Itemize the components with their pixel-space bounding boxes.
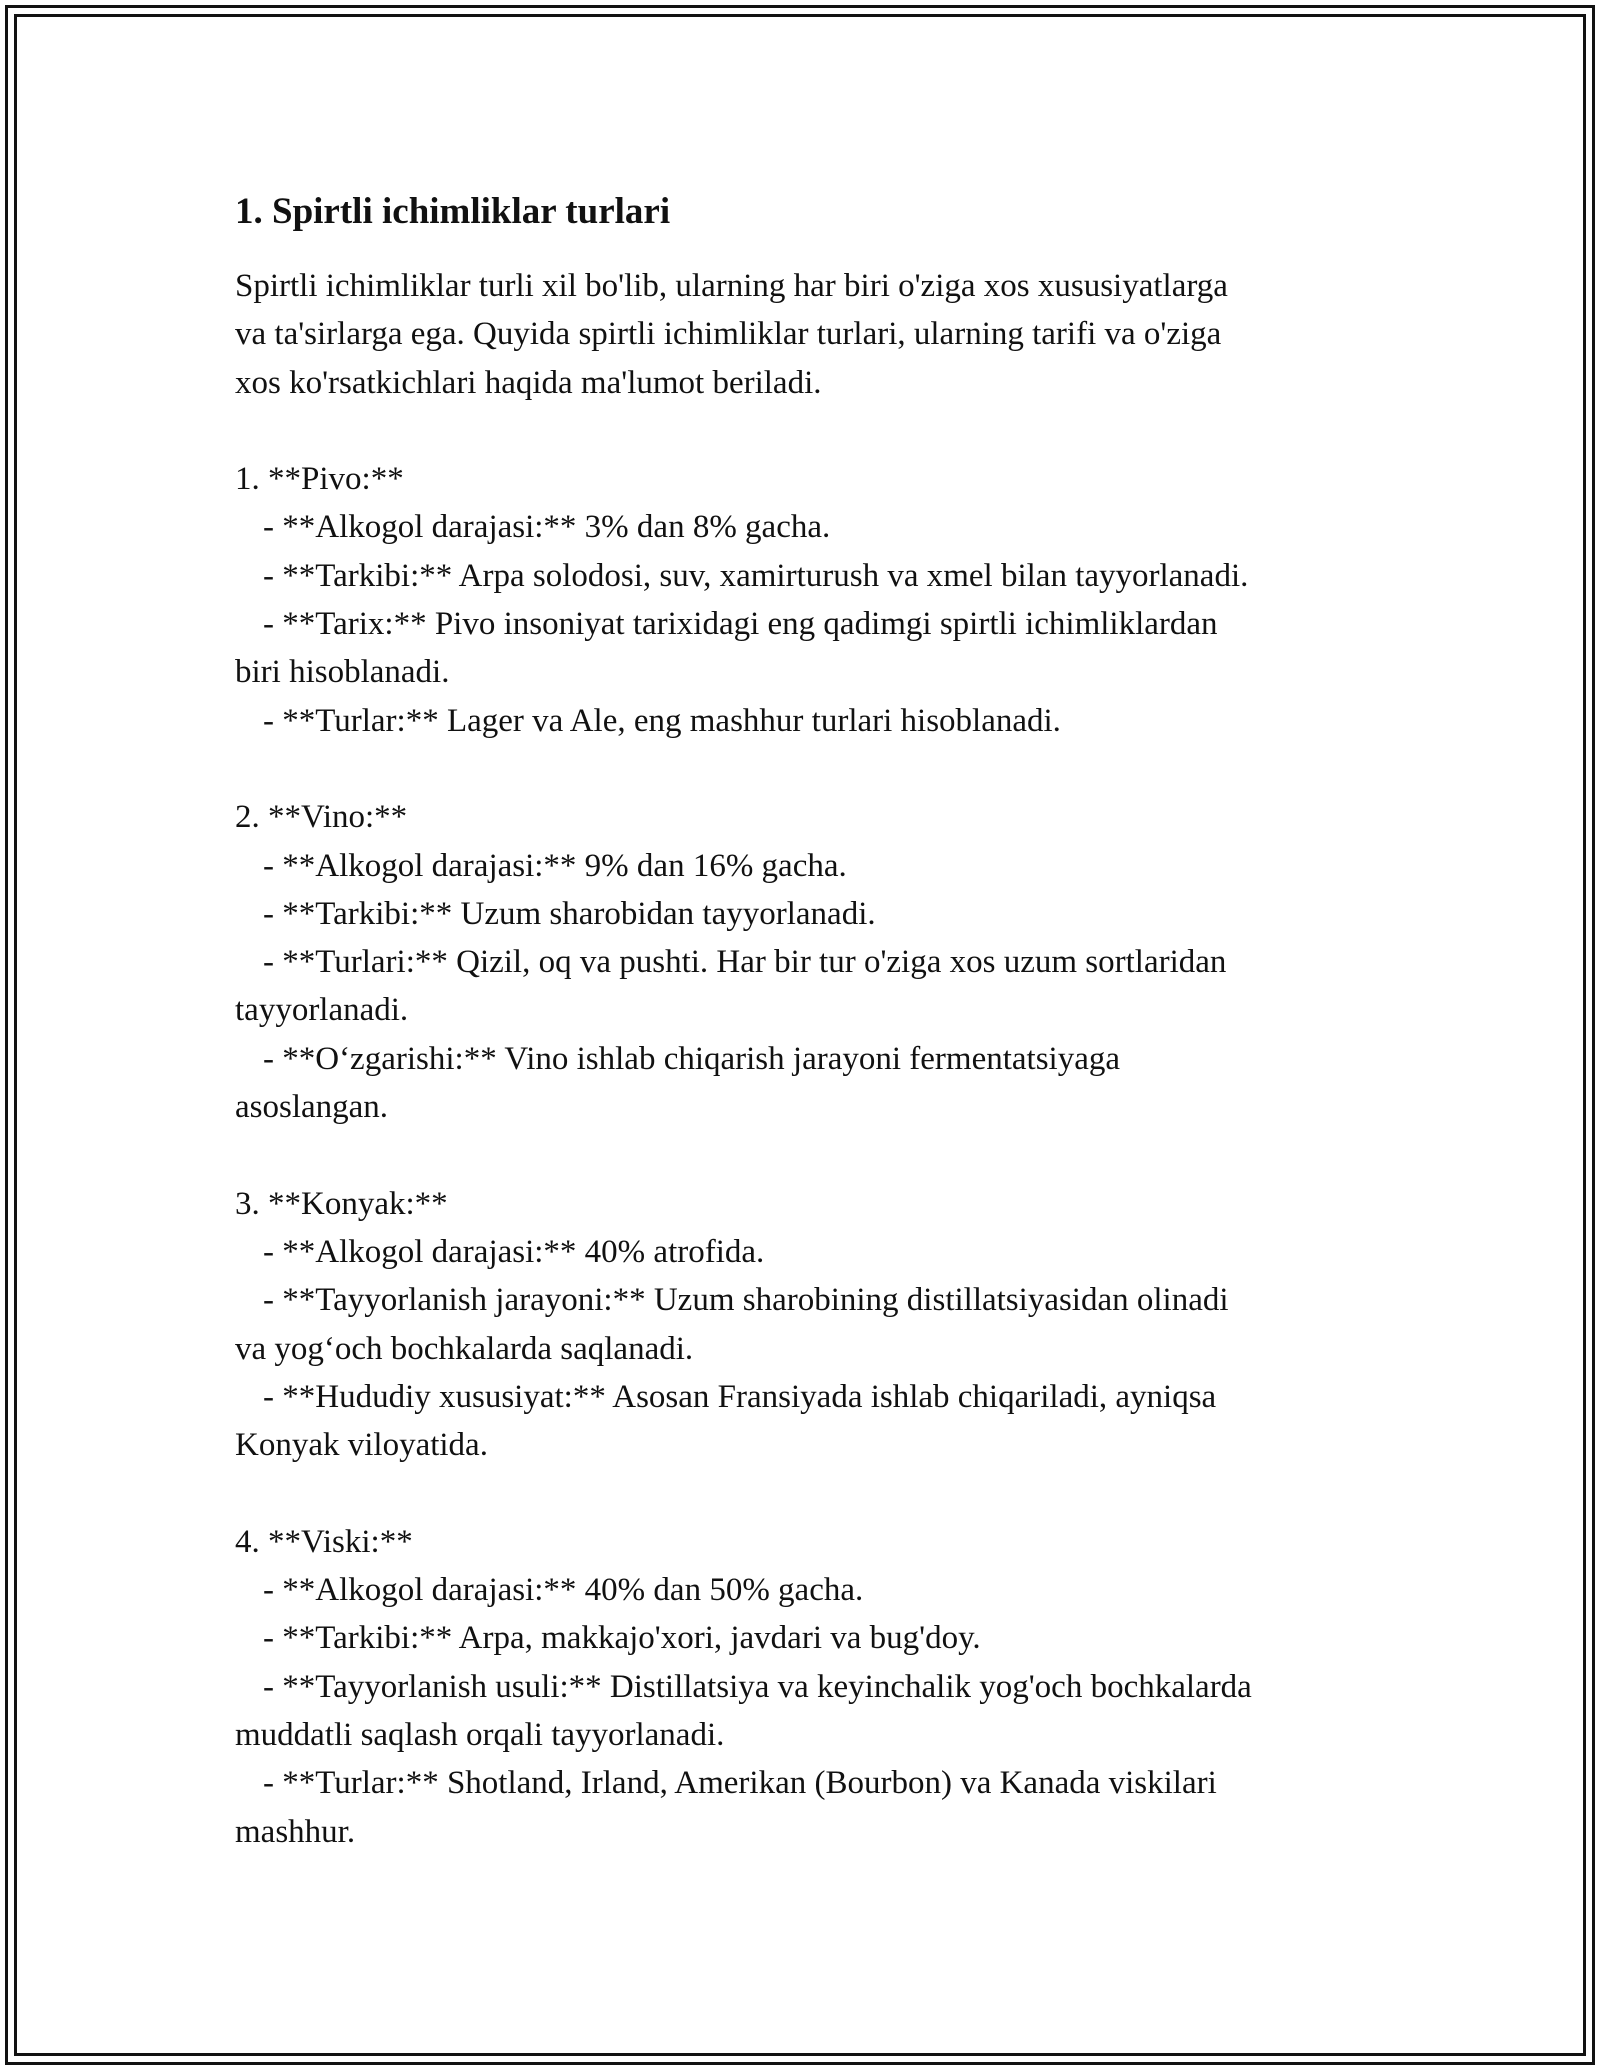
list-item: - **Turlar:** Shotland, Irland, Amerikan (Bourbon) va Kanada viskilari <box>263 1765 1217 1802</box>
list-item: - **Tayyorlanish jarayoni:** Uzum sharobining distillatsiyasidan olinadi <box>263 1282 1229 1319</box>
list-item: - **Hududiy xususiyat:** Asosan Fransiyada ishlab chiqariladi, ayniqsa <box>263 1378 1217 1415</box>
section-heading: 1. **Pivo:** <box>235 461 404 498</box>
list-item: - **Turlari:** Qizil, oq va pushti. Har bir tur o'ziga xos uzum sortlaridan <box>263 944 1227 981</box>
list-item-continuation: tayyorlanadi. <box>235 992 409 1029</box>
section-viski <box>235 1518 1415 1856</box>
intro-line: Spirtli ichimliklar turli xil bo'lib, ularning har biri o'ziga xos xususiyatlarga <box>235 268 1228 304</box>
spacer <box>235 1131 1415 1179</box>
list-item: - **Tarkibi:** Arpa, makkajo'xori, javdari va bug'doy. <box>263 1620 981 1657</box>
list-item-continuation: va yog‘och bochkalarda saqlanadi. <box>235 1330 694 1367</box>
list-item-continuation: mashhur. <box>235 1813 356 1850</box>
spacer <box>235 1469 1415 1517</box>
list-item-continuation: asoslangan. <box>235 1089 389 1126</box>
document-title: 1. Spirtli ichimliklar turlari <box>235 191 671 232</box>
document-body <box>235 188 1415 1856</box>
list-item-continuation: muddatli saqlash orqali tayyorlanadi. <box>235 1716 725 1753</box>
list-item: - **Alkogol darajasi:** 3% dan 8% gacha. <box>263 509 831 546</box>
list-item: - **Alkogol darajasi:** 40% atrofida. <box>263 1233 765 1270</box>
intro-paragraph <box>235 262 1415 407</box>
intro-line: va ta'sirlarga ega. Quyida spirtli ichimliklar turlari, ularning tarifi va o'ziga <box>235 316 1222 353</box>
list-item: - **O‘zgarishi:** Vino ishlab chiqarish jarayoni fermentatsiyaga <box>263 1040 1121 1077</box>
list-item-continuation: Konyak viloyatida. <box>235 1427 488 1464</box>
list-item: - **Alkogol darajasi:** 40% dan 50% gacha. <box>263 1572 864 1609</box>
spacer <box>235 407 1415 455</box>
list-item: - **Tayyorlanish usuli:** Distillatsiya va keyinchalik yog'och bochkalarda <box>263 1668 1252 1705</box>
section-heading: 3. **Konyak:** <box>235 1185 448 1222</box>
list-item: - **Tarix:** Pivo insoniyat tarixidagi eng qadimgi spirtli ichimliklardan <box>263 606 1218 643</box>
list-item: - **Turlar:** Lager va Ale, eng mashhur turlari hisoblanadi. <box>263 702 1061 739</box>
list-item: - **Alkogol darajasi:** 9% dan 16% gacha. <box>263 847 847 884</box>
list-item: - **Tarkibi:** Arpa solodosi, suv, xamirturush va xmel bilan tayyorlanadi. <box>263 557 1249 594</box>
section-pivo <box>235 455 1415 745</box>
section-vino <box>235 793 1415 1131</box>
list-item-continuation: biri hisoblanadi. <box>235 654 450 691</box>
section-heading: 2. **Vino:** <box>235 799 408 836</box>
list-item: - **Tarkibi:** Uzum sharobidan tayyorlanadi. <box>263 895 876 932</box>
spacer <box>235 745 1415 793</box>
section-konyak <box>235 1180 1415 1470</box>
intro-line: xos ko'rsatkichlari haqida ma'lumot beriladi. <box>235 364 822 401</box>
section-heading: 4. **Viski:** <box>235 1523 413 1560</box>
